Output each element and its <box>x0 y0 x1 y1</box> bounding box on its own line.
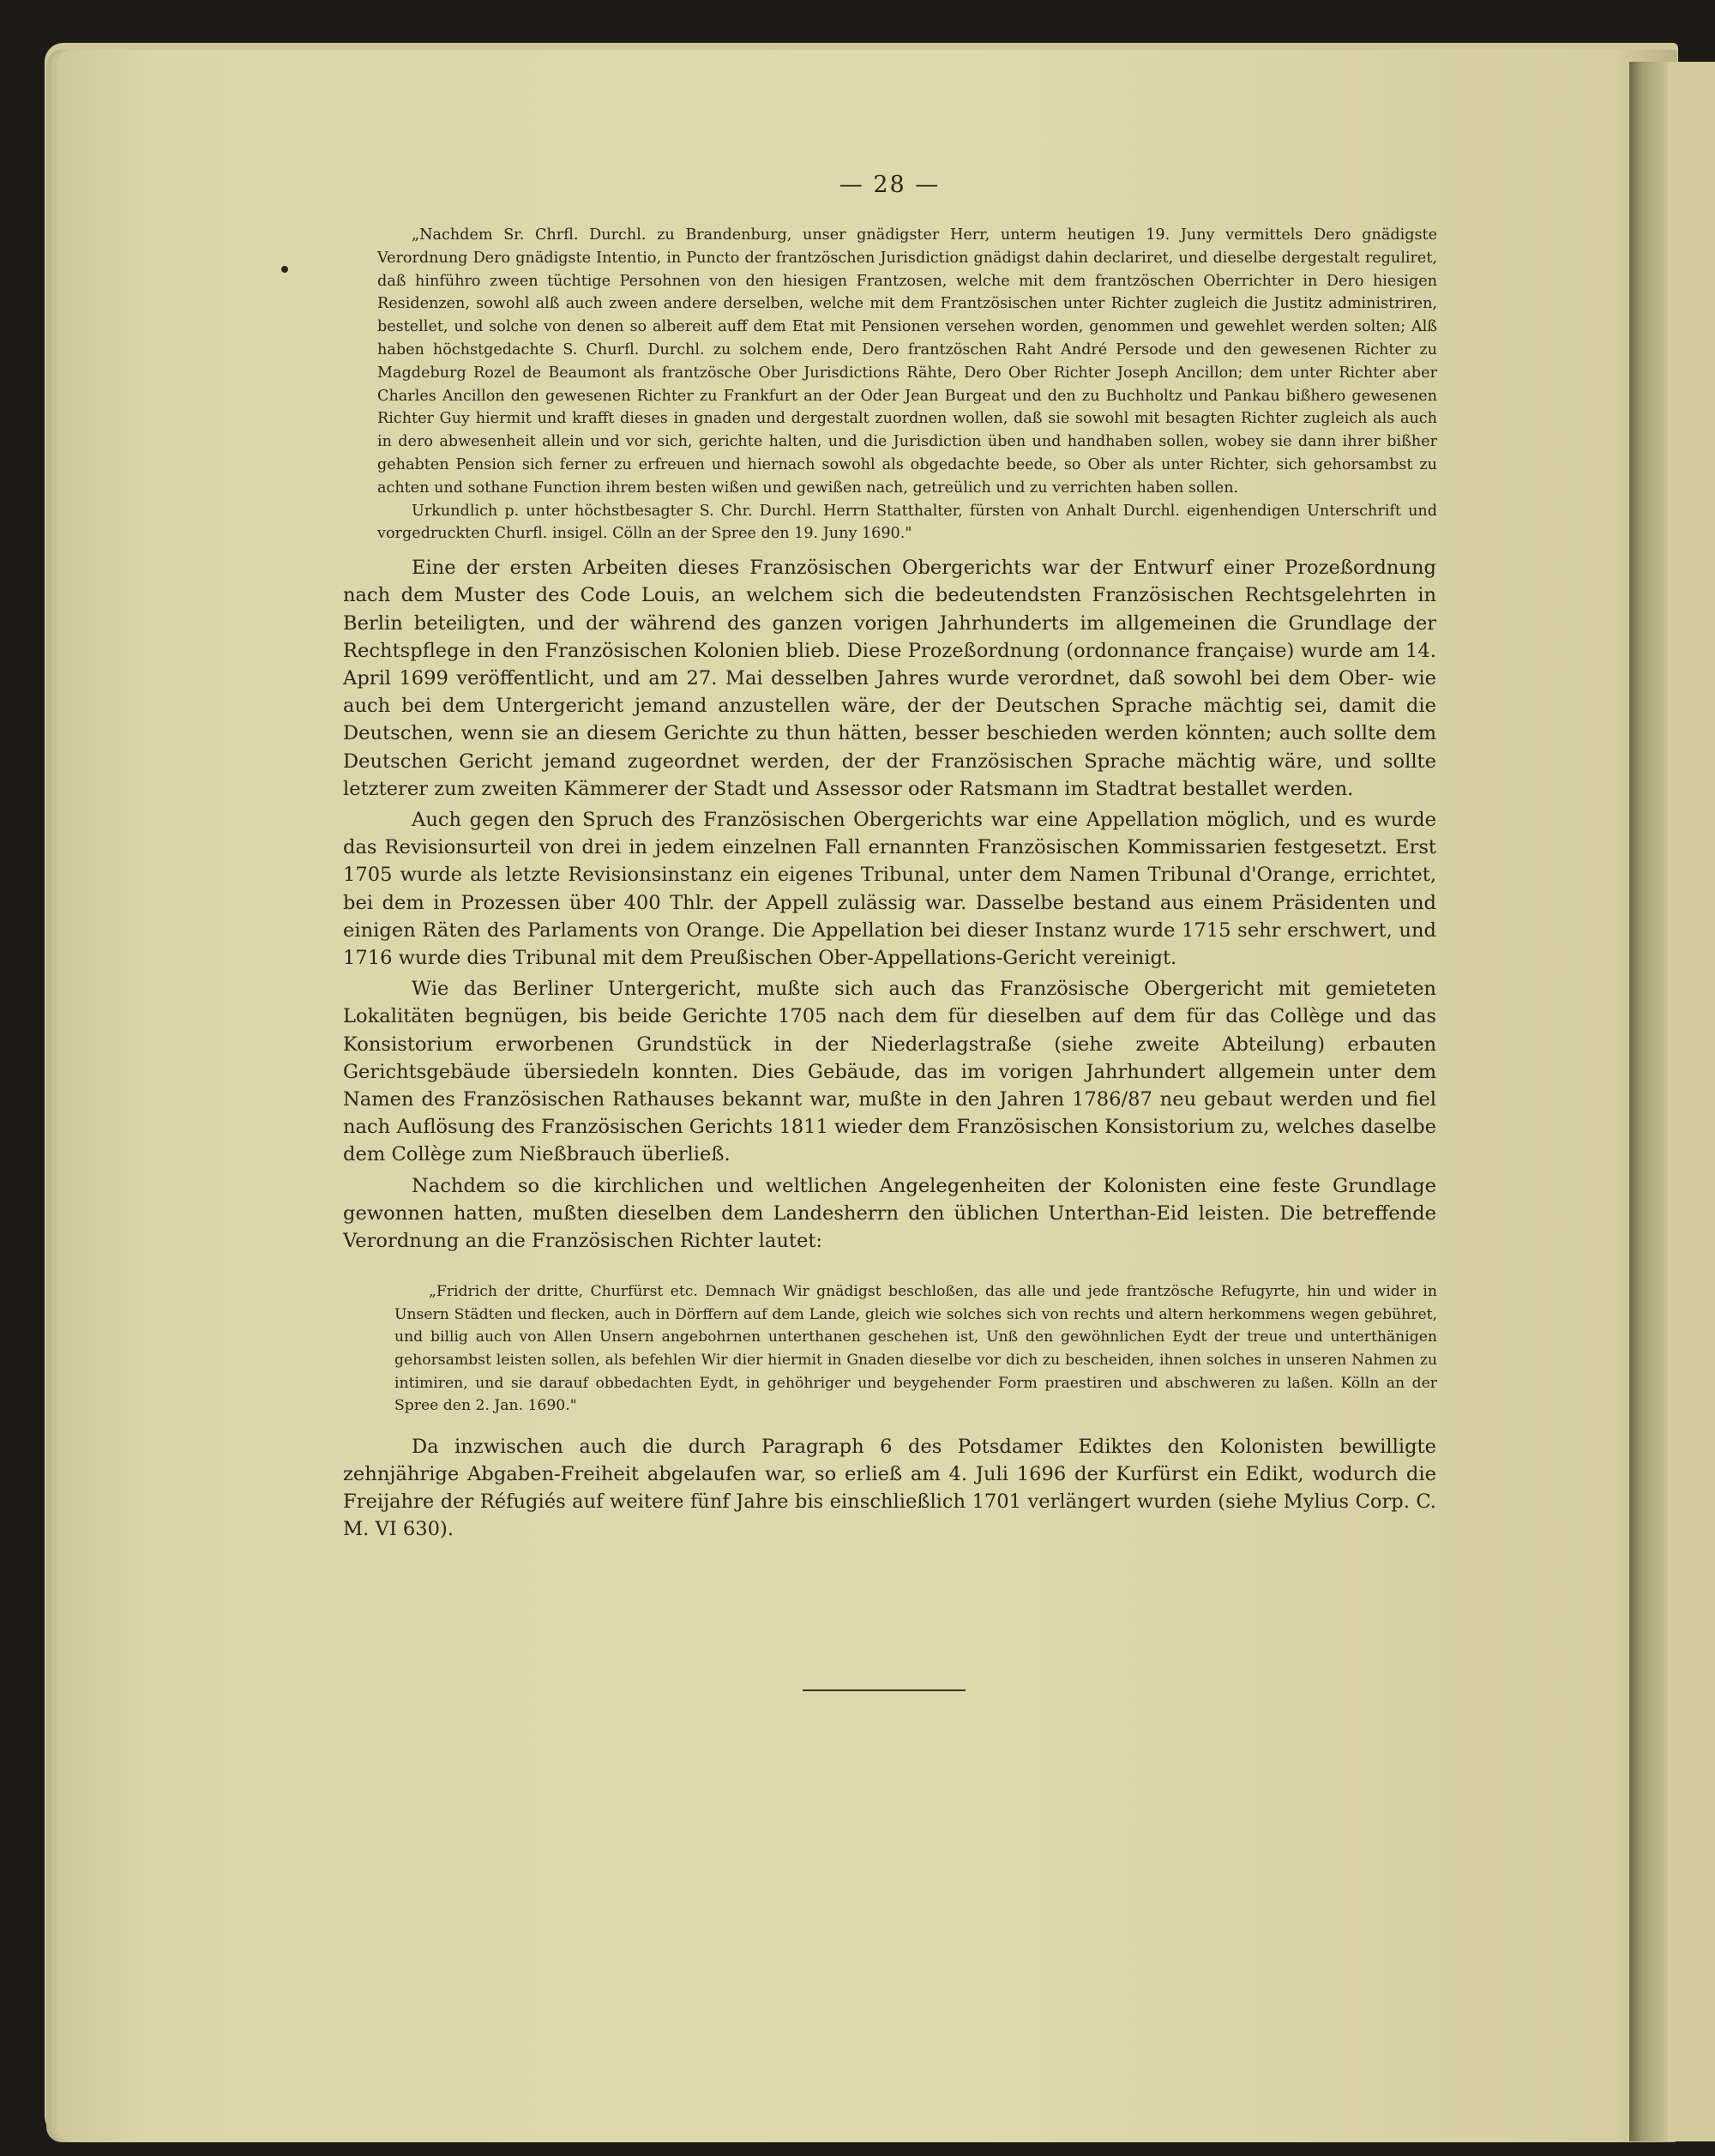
page-number: — 28 — <box>839 172 941 198</box>
speck <box>281 266 288 273</box>
paragraph: Da inzwischen auch die durch Paragraph 6 des Potsdamer Ediktes den Kolonisten bewilligte zehnjährige Abgaben-Freiheit abgelaufen war, so erließ am 4. Juli 1696 der Kurfürst ein Edikt, wodurch die Freijahre der Réfugiés auf weitere fünf Jahre bis einschließlich 1701 verlängert wurden (siehe Mylius Corp. C. M. VI 630). <box>343 1435 1436 1541</box>
paragraph: Nachdem so die kirchlichen und weltlichen Angelegenheiten der Kolonisten eine feste Grundlage gewonnen hatten, mußten dieselben dem Landesherrn den üblichen Unterthan-Eid leisten. Die betreffende Verordnung an die Französischen Richter lautet: <box>343 1174 1436 1253</box>
book-gutter <box>1629 62 1672 2141</box>
edict-quote-signature: Urkundlich p. unter höchstbesagter S. Chr. Durchl. Herrn Statthalter, fürsten von Anhalt Durchl. eigenhendigen Unterschrift und vorgedruckten Churfl. insigel. Cölln an der Spree den 19. Juny 1690." <box>377 502 1437 543</box>
oath-decree-quote: „Fridrich der dritte, Churfürst etc. Demnach Wir gnädigst beschloßen, das alle und jede frantzösche Refugyrte, hin und wider in Unsern Städten und flecken, auch in Dörffern auf dem Lande, gleich wie solches sich von rechts und altern herkommens wegen gebühret, und billig auch von Allen Unsern angebohrnen unterthanen geschehen ist, Unß den gewöhnlichen Eydt der treue und unterthänigen gehorsambst leisten sollen, als befehlen Wir dier hiermit in Gnaden dieselbe vor dich zu bescheiden, ihnen solches in unseren Nahmen zu intimiren, und sie darauf obbedachten Eydt, in gehöhriger und beygehender Form praestiren und abschweren zu laßen. Kölln an der Spree den 2. Jan. 1690." <box>394 1283 1437 1415</box>
paragraph: Wie das Berliner Untergericht, mußte sich auch das Französische Obergericht mit gemieteten Lokalitäten begnügen, bis beide Gerichte 1705 nach dem für dieselben auf dem für das Collège und das Konsistorium erworbenen Grundstück in der Niederlagstraße (siehe zweite Abteilung) erbauten Gerichtsgebäude übersiedeln konnten. Dies Gebäude, das im vorigen Jahrhundert allgemein unter dem Namen des Französischen Rathauses bekannt war, mußte in den Jahren 1786/87 neu gebaut werden und fiel nach Auflösung des Französischen Gerichts 1811 wieder dem Französischen Konsistorium zu, welches daselbe dem Collège zum Nießbrauch überließ. <box>343 978 1436 1166</box>
text-area <box>343 172 1436 1547</box>
paragraph: Auch gegen den Spruch des Französischen Obergerichts war eine Appellation möglich, und es wurde das Revisionsurteil von drei in jedem einzelnen Fall ernannten Französischen Kommissarien festgesetzt. Erst 1705 wurde als letzte Revisionsinstanz ein eigenes Tribunal, unter dem Namen Tribunal d'Orange, errichtet, bei dem in Prozessen über 400 Thlr. der Appell zulässig war. Dasselbe bestand aus einem Präsidenten und einigen Räten des Parlaments von Orange. Die Appellation bei dieser Instanz wurde 1715 sehr erschwert, und 1716 wurde dies Tribunal mit dem Preußischen Ober-Appellations-Gericht vereinigt. <box>343 808 1436 969</box>
final-text <box>343 1433 1436 1544</box>
facing-page-edge <box>1668 62 1715 2141</box>
paragraph: Eine der ersten Arbeiten dieses Französischen Obergerichts war der Entwurf einer Prozeßordnung nach dem Muster des Code Louis, an welchem sich die bedeutendsten Französischen Rechtsgelehrten in Berlin beteiligten, und der während des ganzen vorigen Jahrhunderts im allgemeinen die Grundlage der Rechtspflege in den Französischen Kolonien blieb. Diese Prozeßordnung (ordonnance française) wurde am 14. April 1699 veröffentlicht, und am 27. Mai desselben Jahres wurde verordnet, daß sowohl bei dem Ober- wie auch bei dem Untergericht jemand anzustellen wäre, der der Deutschen Sprache mächtig sei, damit die Deutschen, wenn sie an diesem Gerichte zu thun hätten, besser beschieden werden könnten; auch sollte dem Deutschen Gericht jemand zugeordnet werden, der der Französischen Sprache mächtig wäre, und sollte letzterer zum zweiten Kämmerer der Stadt und Assessor oder Ratsmann im Stadtrat bestallet werden. <box>343 557 1436 800</box>
edict-quote-body: „Nachdem Sr. Chrfl. Durchl. zu Brandenburg, unser gnädigster Herr, unterm heutigen 19. Juny vermittels Dero gnädigste Verordnung Dero gnädigste Intentio, in Puncto der frantzöschen Jurisdiction gnädigst dahin declariret, und dieselbe dergestalt reguliret, daß hinführo zween tüchtige Persohnen von den hiesigen Frantzosen, welche mit dem frantzöschen Oberrichter in Dero hiesigen Residenzen, sowohl alß auch zween andere derselben, welche mit dem Frantzösischen unter Richter zugleich die Justitz administriren, bestellet, und solche von denen so albereit auff dem Etat mit Pensionen versehen worden, genommen und gewehlet werden solten; Alß haben höchstgedachte S. Churfl. Durchl. zu solchem ende, Dero frantzöschen Raht André Persode und den gewesenen Richter zu Magdeburg Rozel de Beaumont als frantzösche Ober Jurisdictions Rähte, Dero Ober Richter Joseph Ancillon; dem unter Richter aber Charles Ancillon den gewesenen Richter zu Frankfurt an der Oder Jean Burgeat und den zu Buchholtz und Pankau bißhero gewesenen Richter Guy hiermit und krafft dieses in gnaden und dergestalt zuordnen wollen, daß sie sowohl mit besagten Richter zugleich als auch in dero abwesenheit allein und vor sich, gerichte halten, und die Jurisdiction üben und handhaben sollen, wobey sie dann ihrer bißher gehabten Pension sich ferner zu erfreuen und hiernach sowohl als obgedachte beede, so Ober als unter Richter, sich gehorsambst zu achten und sothane Function ihrem besten wißen und gewißen nach, getreülich und zu verrichten haben sollen. <box>377 226 1437 497</box>
main-text <box>343 554 1436 1255</box>
section-end-rule <box>803 1689 966 1691</box>
edict-quote <box>377 224 1437 545</box>
